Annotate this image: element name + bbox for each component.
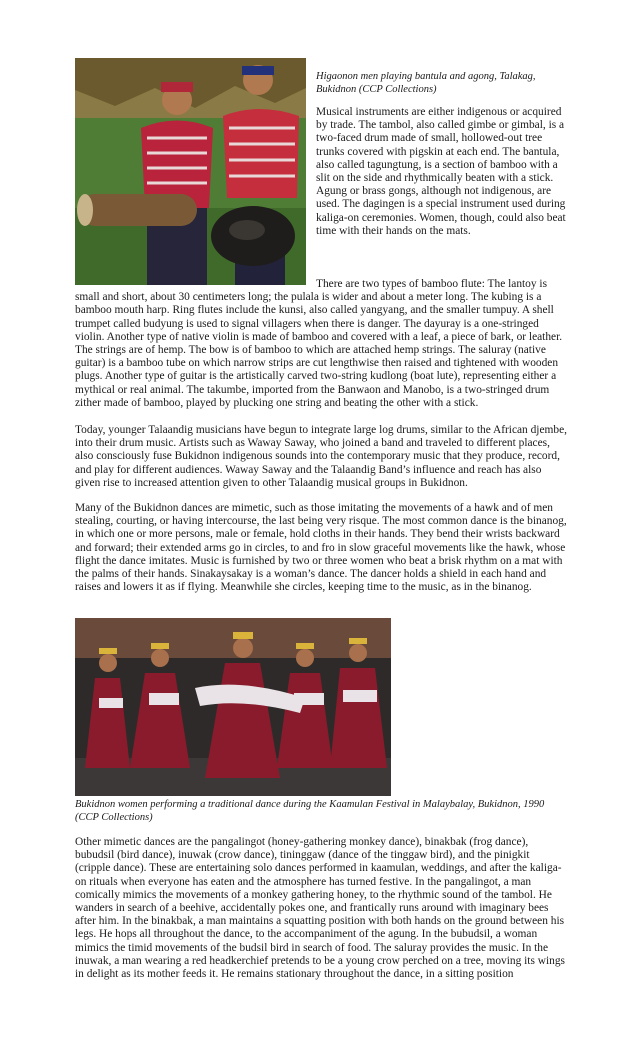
dancers-photo-caption: Bukidnon women performing a traditional dance during the Kaamulan Festival in Malaybalay, Bukidnon, 1990 (CCP Collections): [75, 799, 545, 823]
paragraph-flutes: There are two types of bamboo flute: The lantoy is small and short, about 30 centimeters long; the pulala is wider and about a meter long. The kubing is a bamboo mouth harp. Ring flutes include the kunsi, also called yangyang, and the smaller tumpuy. A shell trumpet called budyung is used to signal villagers when there is danger. The dayuray is a one-stringed violin. Another type of native violin is made of bamboo and covered with a leaf, a piece of bark, or leather. The strings are of hemp. The bow is of bamboo to which are attached hemp strings. The saluray (native guitar) is a bamboo tube on which narrow strips are cut lengthwise then raised and tightened with wooden plugs. Another type of guitar is the artistically carved two-string kudlong (boat lute), representing either a mythical or real animal. The takumbe, imported from the Banwaon and Manobo, is a two-stringed drum zither made of bamboo, played by plucking one string and beating the other with a stick.: [75, 278, 563, 409]
paragraph-talaandig: Today, younger Talaandig musicians have begun to integrate large log drums, similar to the African djembe, into their drum music. Artists such as Waway Saway, who joined a band and traveled to different places, also consciously fuse Bukidnon indigenous sounds into the contemporary music that they produce, record, and play for different audiences. Waway Saway and the Talaandig Band’s influence and reach has also given rise to increased attention given to other Talaandig musical groups in Bukidnon.: [75, 424, 567, 489]
paragraph-mimetic-dances: Other mimetic dances are the pangalingot (honey-gathering monkey dance), binakbak (frog dance), bubudsil (bird dance), inuwak (crow dance), tininggaw (dance of the tinggaw bird), and the pinigkit (cripple dance). These are entertaining solo dances performed in kaamulan, weddings, and after the kaliga-on rituals when everyone has eaten and the atmosphere has turned festive. In the pangalingot, a man comically mimics the movements of a monkey gathering honey, to the rhythmic sound of the tambol. He wanders in search of a beehive, accidentally pokes one, and frantically runs around with imaginary bees after him. In the binakbak, a man maintains a squatting position with both hands on the ground between his legs. He hops all throughout the dance, to the accompaniment of the agung. In the bubudsil, a woman mimics the timid movements of the budsil bird in search of food. The saluray provides the music. In the inuwak, a man wearing a red headkerchief pretends to be a young crow perched on a tree, moving its wings in delight as its mother feeds it. He remains stationary throughout the dance, in a sitting position: [75, 836, 565, 981]
musicians-photo: [75, 58, 306, 285]
musicians-photo-caption: Higaonon men playing bantula and agong, Talakag, Bukidnon (CCP Collections): [316, 71, 536, 95]
paragraph-instruments: Musical instruments are either indigenous or acquired by trade. The tambol, also called gimbe or gimbal, is a two-faced drum made of small, hollowed-out tree trunks covered with pigskin at each end. The bantula, also called tagungtung, is a section of bamboo with a slit on the side and rhythmically beaten with a stick. Agung or brass gongs, although not indigenous, are used. The dagingen is a special instrument used during kaliga-on ceremonies. Women, though, could also beat time with their hands on the mats.: [316, 106, 566, 237]
dancers-photo: [75, 618, 391, 796]
paragraph-dances: Many of the Bukidnon dances are mimetic, such as those imitating the movements of a hawk and of men stealing, courting, or having intercourse, the last being very risque. The most common dance is the binanog, in which one or more persons, male or female, hold cloths in their hands. They bend their wrists backward and forward; their extended arms go in circles, to and fro in slow graceful movements like the hawk, whose flight the dance imitates. Music is furnished by two or three women who beat a brisk rhythm on a mat with the palms of their hands. Sinakaysakay is a woman’s dance. The dancer holds a shield in each hand and raises and lowers it as if flying. Meanwhile she circles, keeping time to the music, as in the binanog.: [75, 502, 567, 594]
